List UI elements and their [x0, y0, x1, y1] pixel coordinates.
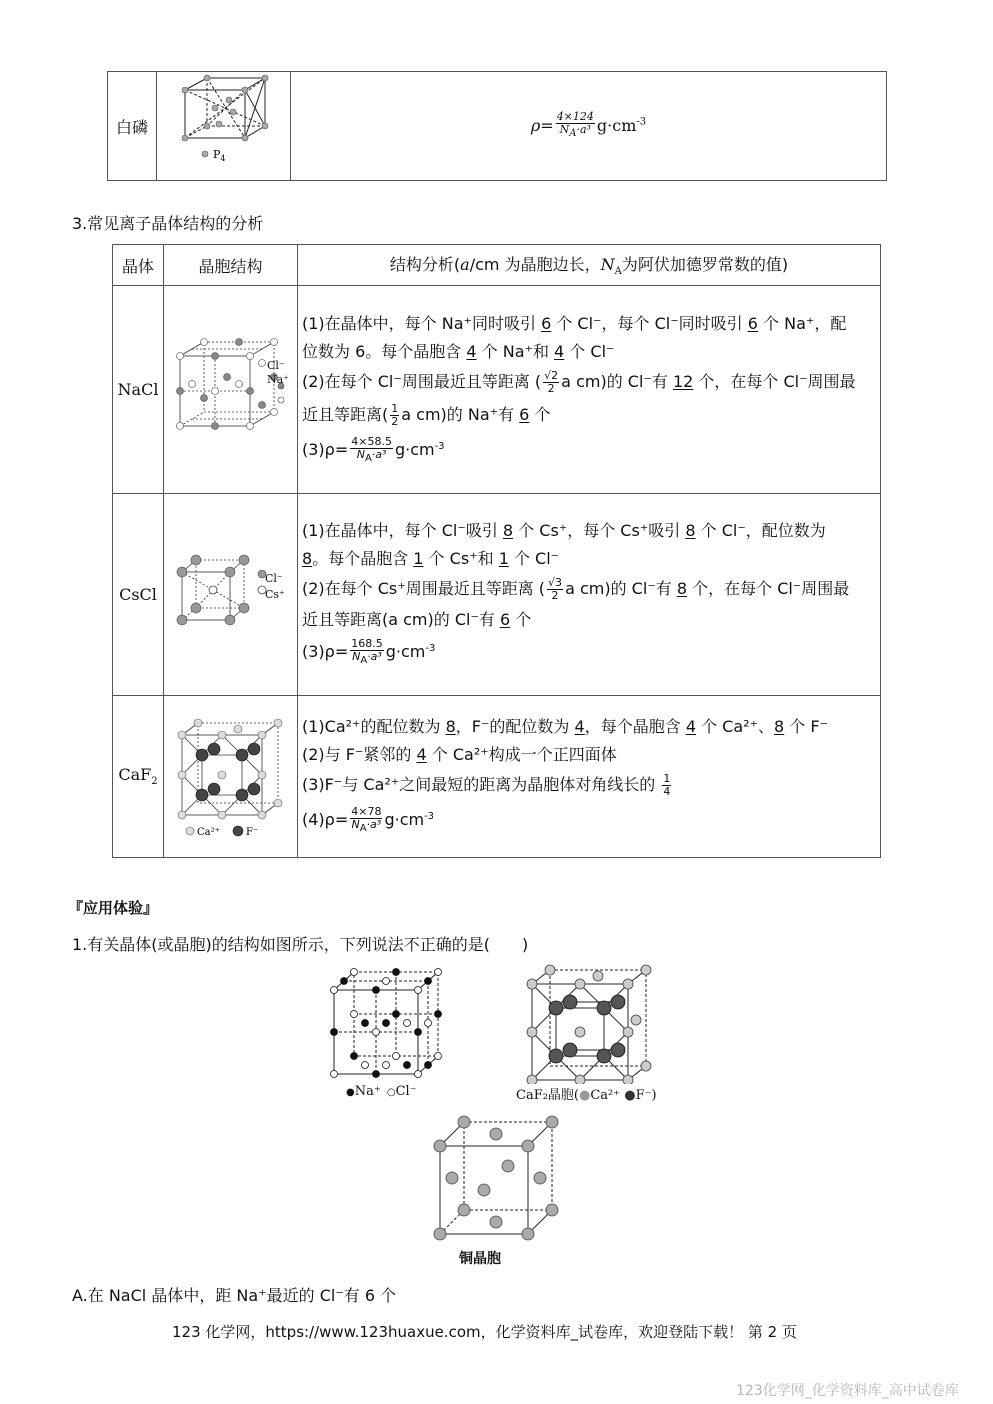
nacl-fig-caption: ●Na⁺ ○Cl⁻	[346, 1084, 417, 1099]
nacl-legend	[267, 359, 289, 387]
header-structure: 晶胞结构	[164, 245, 298, 286]
section3-title: 3.常见离子晶体结构的分析	[72, 214, 264, 233]
nacl-legend-na: Na⁺	[267, 373, 289, 386]
caf2-rho: (4)ρ= $\frac{4\times 78}{\text{NA·a³}}$ $g\cdot cm^{-3}$	[302, 805, 435, 835]
cscl-legend-cl: Cl⁻	[265, 572, 283, 585]
option-a: A.在 NaCl 晶体中，距 Na⁺最近的 Cl⁻有 6 个	[72, 1286, 397, 1305]
nacl-line3: (2)在每个 Cl⁻周围最近且等距离 ( $\frac{√2}{2}$ a cm)的 Cl⁻有 12 个，在每个 Cl⁻周围最	[302, 368, 856, 395]
cu-fig-caption: 铜晶胞	[459, 1251, 501, 1267]
nacl-figure-cell	[164, 286, 298, 494]
caf2-figure-question	[526, 964, 656, 1084]
cscl-legend	[265, 571, 285, 603]
p4-name: 白磷	[115, 117, 148, 137]
caf2-line3: (3)F⁻与 Ca²⁺之间最短的距离为晶胞体对角线长的 $\frac{1}{4}$	[302, 772, 671, 799]
ionic-crystal-table	[112, 244, 881, 858]
nacl-line4: 近且等距离( $\frac{1}{2}$ a cm)的 Na⁺有 6 个	[302, 401, 551, 428]
cscl-line2: 8。每个晶胞含 1 个 Cs⁺和 1 个 Cl⁻	[302, 549, 560, 569]
watermark: 123化学网_化学资料库_高中试卷库	[736, 1383, 959, 1399]
nacl-legend-cl: Cl⁻	[267, 359, 285, 372]
cscl-rho: (3)ρ= $\frac{168.5}{\text{NA·a³}}$ $g\cdot cm^{-3}$	[302, 637, 436, 667]
caf2-structure-figure	[164, 705, 297, 845]
p4-table	[107, 71, 887, 181]
header-crystal: 晶体	[113, 245, 164, 286]
p4-rho: ρ= $\frac{4\times 124}{\text{NA·a³}}$ $g\cdot cm^{-3}$	[530, 110, 647, 140]
nacl-rho: (3)ρ= $\frac{4\times 58.5}{\text{NA·a³}}$ $g\cdot cm^{-3}$	[302, 434, 445, 465]
page-footer: 123 化学网，https://www.123huaxue.com，化学资料库_试卷库，欢迎登陆下载！ 第 2 页	[172, 1323, 797, 1341]
nacl-line2: 位数为 6。每个晶胞含 4 个 Na⁺和 4 个 Cl⁻	[302, 341, 615, 361]
p4-figure-cell	[157, 72, 291, 181]
p4-name-cell	[108, 72, 157, 181]
caf2-legend-f: F⁻	[246, 826, 259, 838]
question-1: 1.有关晶体(或晶胞)的结构如图所示，下列说法不正确的是( )	[72, 935, 529, 954]
p4-structure-figure	[157, 72, 290, 176]
caf2-figure-cell	[164, 696, 298, 858]
caf2-line1: (1)Ca²⁺的配位数为 8，F⁻的配位数为 4，每个晶胞含 4 个 Ca²⁺、8 个 F⁻	[302, 717, 829, 737]
caf2-fig-caption: CaF₂晶胞(●Ca²⁺ ●F⁻)	[516, 1088, 657, 1103]
p4-fig-label: $P_4$	[213, 148, 226, 163]
header-analysis: 结构分析(a/cm 为晶胞边长，$N_A$为阿伏加德罗常数的值)	[298, 245, 881, 286]
cscl-line4: 近且等距离(a cm)的 Cl⁻有 6 个	[302, 610, 532, 630]
cu-figure-question	[430, 1114, 565, 1244]
nacl-figure-question	[326, 966, 456, 1086]
cscl-line1: (1)在晶体中，每个 Cl⁻吸引 8 个 Cs⁺，每个 Cs⁺吸引 8 个 Cl⁻，配位数为	[302, 521, 826, 541]
caf2-line2: (2)与 F⁻紧邻的 4 个 Ca²⁺构成一个正四面体	[302, 745, 617, 765]
cscl-name: CsCl	[113, 494, 164, 696]
practice-title: 『应用体验』	[68, 899, 159, 917]
caf2-legend-ca: Ca²⁺	[197, 826, 220, 838]
nacl-structure-figure	[164, 328, 297, 448]
cscl-analysis	[298, 494, 881, 696]
p4-rho-cell	[291, 72, 887, 181]
caf2-analysis	[298, 696, 881, 858]
cscl-line3: (2)在每个 Cs⁺周围最近且等距离 ( $\frac{√3}{2}$ a cm)的 Cl⁻有 8 个，在每个 Cl⁻周围最	[302, 576, 850, 603]
caf2-name: CaF$_2$	[113, 696, 164, 858]
nacl-analysis	[298, 286, 881, 494]
cscl-legend-cs: Cs⁺	[265, 588, 285, 601]
nacl-name: NaCl	[113, 286, 164, 494]
nacl-line1: (1)在晶体中，每个 Na⁺同时吸引 6 个 Cl⁻，每个 Cl⁻同时吸引 6 个 Na⁺，配	[302, 313, 847, 333]
